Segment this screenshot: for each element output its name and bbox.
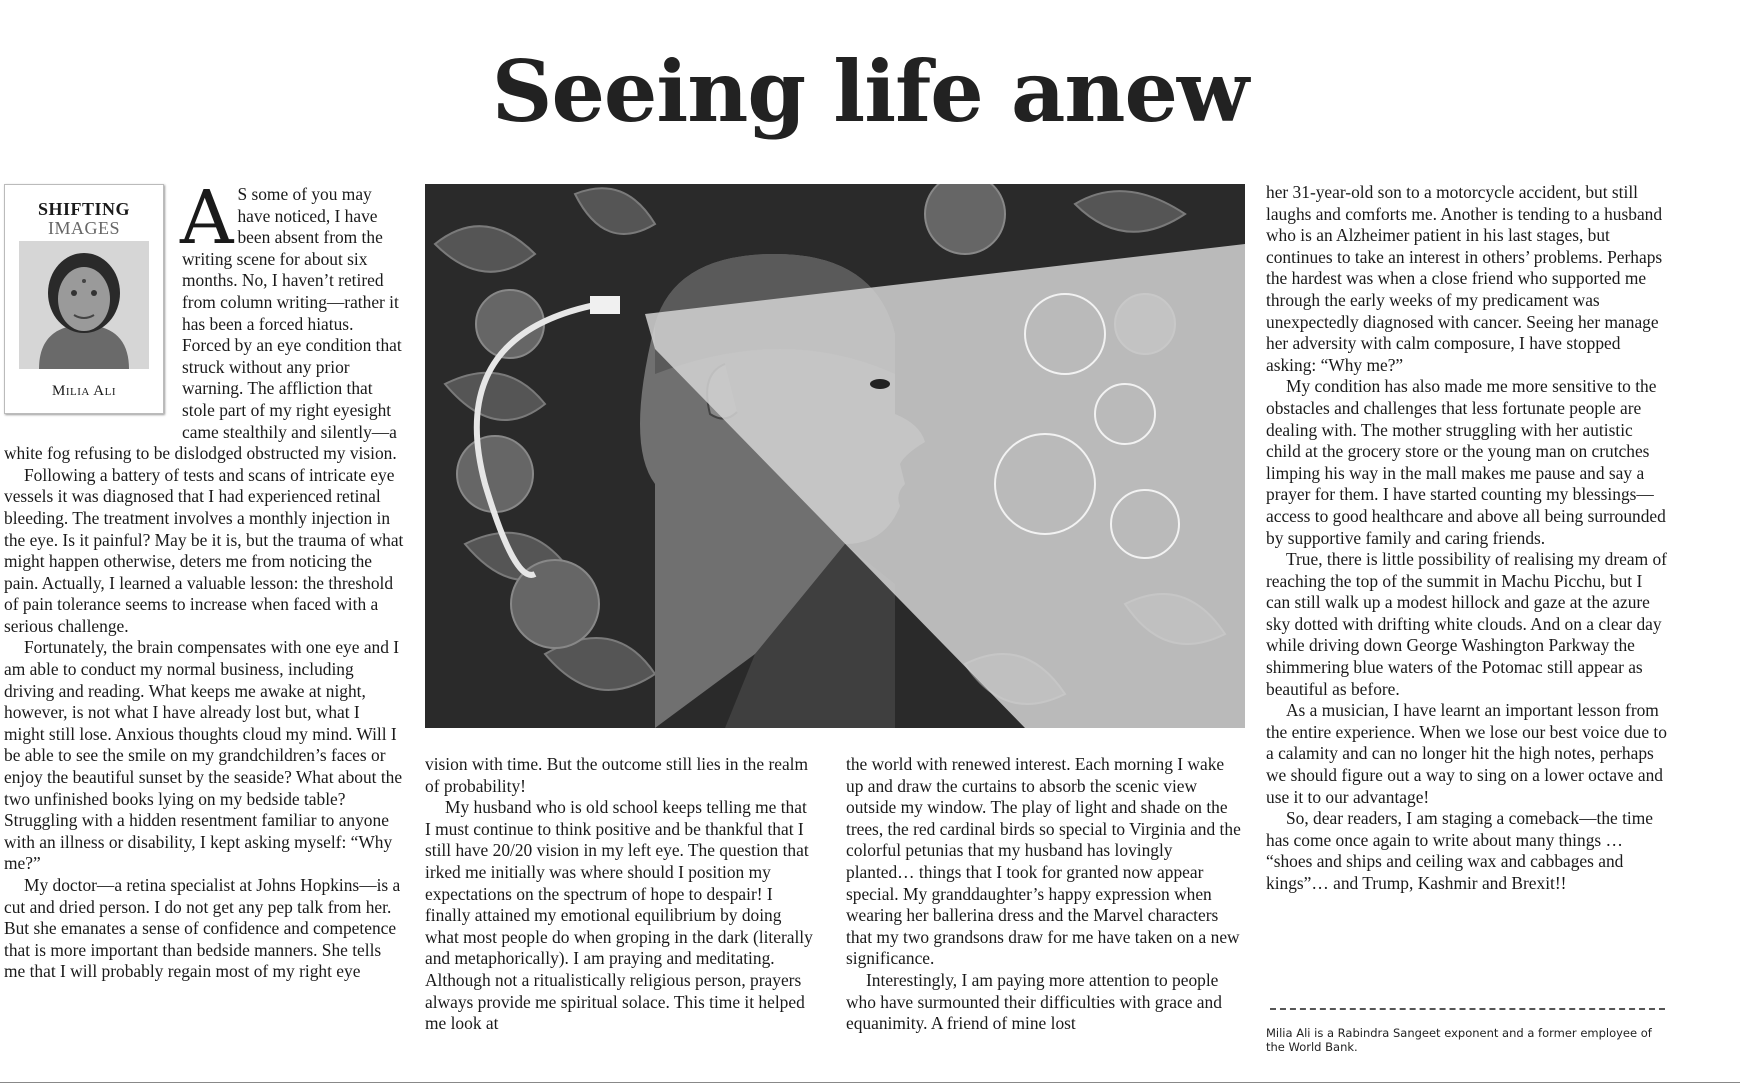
page-title: Seeing life anew (491, 42, 1249, 141)
author-note: Milia Ali is a Rabindra Sangeet exponent and a former employee of the World Bank. (1266, 1026, 1652, 1054)
article-paragraph: the world with renewed interest. Each morning I wake up and draw the curtains to absorb the scenic view outside my window. The play of light and shade on the trees, the red cardinal birds so special to Virginia and the colorful petunias that my husband has lovingly planted… things that I took for granted now appear special. My granddaughter’s happy expression when wearing her ballerina dress and the Marvel characters that my two grandsons draw for me have taken on a new significance. (846, 754, 1241, 969)
article-paragraph: vision with time. But the outcome still lies in the realm of probability! (425, 754, 809, 796)
article-column-4 (1266, 182, 1670, 895)
author-name: Milia Ali (52, 383, 116, 399)
article-column-1 (4, 175, 404, 983)
column-kicker-line1: SHIFTING (37, 199, 131, 219)
drop-cap: A (180, 175, 234, 261)
article-paragraph: Interestingly, I am paying more attention to people who have surmounted their difficulties with grace and equanimity. A friend of mine lost (846, 969, 1222, 1034)
article-paragraph: As a musician, I have learnt an important lesson from the entire experience. When we lose our best voice due to a calamity and can no longer hit the high notes, perhaps we should figure out a way to sing on a lower octave and use it to our advantage! (1266, 700, 1667, 807)
article-paragraph: Fortunately, the brain compensates with one eye and I am able to conduct my normal business, including driving and reading. What keeps me awake at night, however, is not what I have already lost but, what I might still lose. Anxious thoughts cloud my mind. Will I be able to see the smile on my grandchildren’s faces or enjoy the beautiful sunset by the seaside? What about the two unfinished books lying on my bedside table? Struggling with a hidden resentment familiar to anyone with an illness or disability, I kept asking myself: “Why me?” (4, 637, 403, 874)
bottom-rule (0, 1082, 1740, 1083)
article-paragraph: her 31-year-old son to a motorcycle accident, but still laughs and comforts me. Another is tending to a husband who is an Alzheimer patient in his last stages, but continues to take an interest in others’ problems. Perhaps the hardest was when a close friend who supported me through the early weeks of my predicament was unexpectedly diagnosed with cancer. Seeing her manage her adversity with calm composure, I have stopped asking: “Why me?” (1266, 182, 1663, 375)
article-paragraph: Following a battery of tests and scans of intricate eye vessels it was diagnosed that I had experienced retinal bleeding. The treatment involves a monthly injection in the eye. Is it painful? May be it is, but the trauma of what might happen otherwise, deters me from noticing the pain. Actually, I learned a valuable lesson: the threshold of pain tolerance seems to increase when faced with a serious challenge. (4, 464, 404, 636)
article-paragraph: My condition has also made me more sensitive to the obstacles and challenges that less fortunate people are dealing with. The mother struggling with her autistic child at the grocery store or the young man on crutches limping his way in the mall makes me pause and say a prayer for them. I have started counting my blessings—access to good healthcare and above all being surrounded by supportive family and caring friends. (1266, 376, 1666, 548)
article-paragraph: So, dear readers, I am staging a comeback—the time has come once again to write about many things … “shoes and ships and ceiling wax and cabbages and kings”… and Trump, Kashmir and Brexit!! (1266, 808, 1653, 893)
column-kicker-line2: IMAGES (47, 218, 120, 238)
article-paragraph: My doctor—a retina specialist at Johns Hopkins—is a cut and dried person. I do not get any pep talk from her. But she emanates a sense of confidence and competence that is more important than bedside manners. She tells me that I will probably regain most of my right eye (4, 875, 401, 982)
article-lead-paragraph: A S some of you may have noticed, I have been absent from the writing scene for about six months. No, I haven’t retired from column writing—rather it has been a forced hiatus. Forced by an eye condition that struck without any prior warning. The affliction that stole part of my right eyesight came stealthily and silently—a white fog refusing to be dislodged obstructed my vision. (4, 175, 402, 464)
author-note-divider (1270, 1008, 1665, 1010)
top-page-strip (0, 0, 1740, 6)
illustration-woman-with-light (425, 184, 1245, 728)
article-paragraph: My husband who is old school keeps telling me that I must continue to think positive and be thankful that I still have 20/20 vision in my left eye. The question that irked me initially was where should I position my expectations on the spectrum of hope to despair! I finally attained my emotional equilibrium by doing what most people do when groping in the dark (literally and metaphorically). I am praying and meditating. Although not a ritualistically religious person, prayers always provide me spiritual solace. This time it helped me look at (425, 797, 813, 1034)
article-paragraph: True, there is little possibility of realising my dream of reaching the top of the summit in Machu Picchu, but I can still walk up a modest hillock and gaze at the azure sky dotted with drifting white clouds. And on a clear day while driving down George Washington Parkway the shimmering blue waters of the Potomac still appear as beautiful as before. (1266, 549, 1667, 699)
article-column-2 (425, 754, 815, 1035)
article-column-3 (846, 754, 1242, 1035)
